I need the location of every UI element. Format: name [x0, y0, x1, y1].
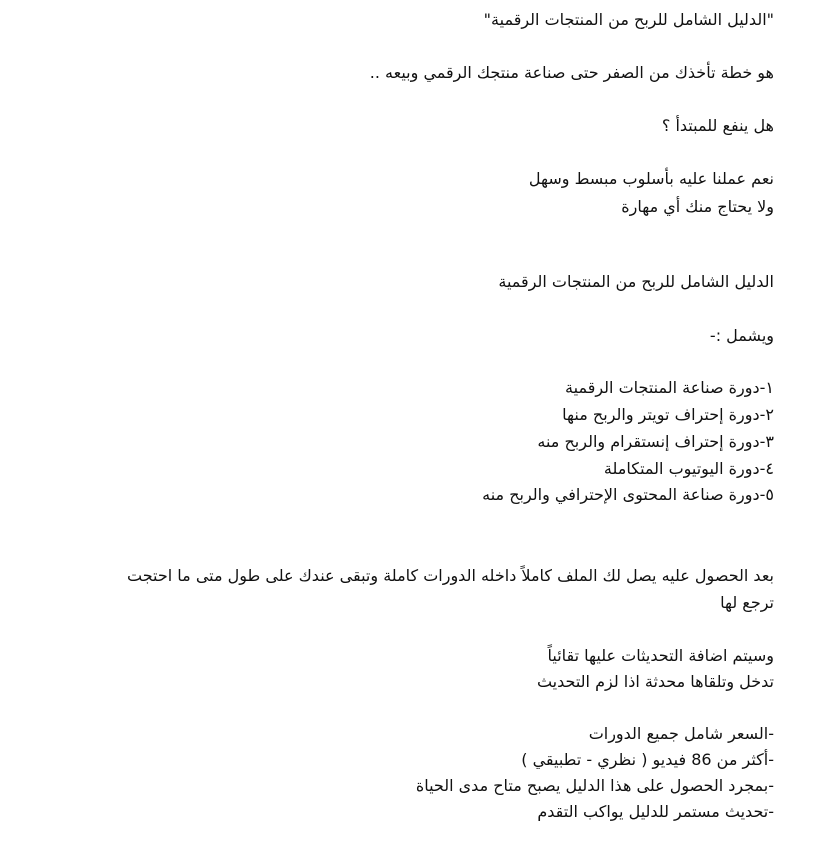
updates-line-2: تدخل وتلقاها محدثة اذا لزم التحديث: [536, 672, 774, 691]
course-item-4: ٤-دورة اليوتيوب المتكاملة: [603, 459, 774, 478]
course-item-3: ٣-دورة إحتراف إنستقرام والربح منه: [537, 432, 774, 451]
updates-line-1: وسيتم اضافة التحديثات عليها تقائياً: [547, 646, 774, 665]
answer-line-2: ولا يحتاج منك أي مهارة: [621, 197, 774, 216]
course-item-2: ٢-دورة إحتراف تويتر والربح منها: [562, 405, 774, 424]
delivery-line-1: بعد الحصول عليه يصل لك الملف كاملاً داخله الدورات كاملة وتبقى عندك على طول متى ما احتجت: [127, 566, 774, 585]
title-line: الدليل الشامل للربح من المنتجات الرقمية: [498, 272, 774, 291]
feature-item-lifetime: -بمجرد الحصول على هذا الدليل يصبح متاح مدى الحياة: [415, 776, 774, 795]
intro-line: هو خطة تأخذك من الصفر حتى صناعة منتجك الرقمي وبيعه ..: [369, 63, 774, 82]
title-line-quoted: "الدليل الشامل للربح من المنتجات الرقمية": [483, 10, 774, 29]
answer-line-1: نعم عملنا عليه بأسلوب مبسط وسهل: [528, 169, 774, 188]
delivery-line-2: ترجع لها: [720, 593, 774, 612]
question-line: هل ينفع للمبتدأ ؟: [661, 116, 774, 135]
course-item-5: ٥-دورة صناعة المحتوى الإحترافي والربح منه: [482, 485, 774, 504]
feature-item-price: -السعر شامل جميع الدورات: [588, 724, 774, 743]
course-item-1: ١-دورة صناعة المنتجات الرقمية: [565, 378, 774, 397]
feature-item-updates: -تحديث مستمر للدليل يواكب التقدم: [537, 802, 774, 821]
feature-item-videos: -أكثر من 86 فيديو ( نظري - تطبيقي ): [521, 750, 774, 769]
includes-heading: ويشمل :-: [709, 326, 774, 345]
